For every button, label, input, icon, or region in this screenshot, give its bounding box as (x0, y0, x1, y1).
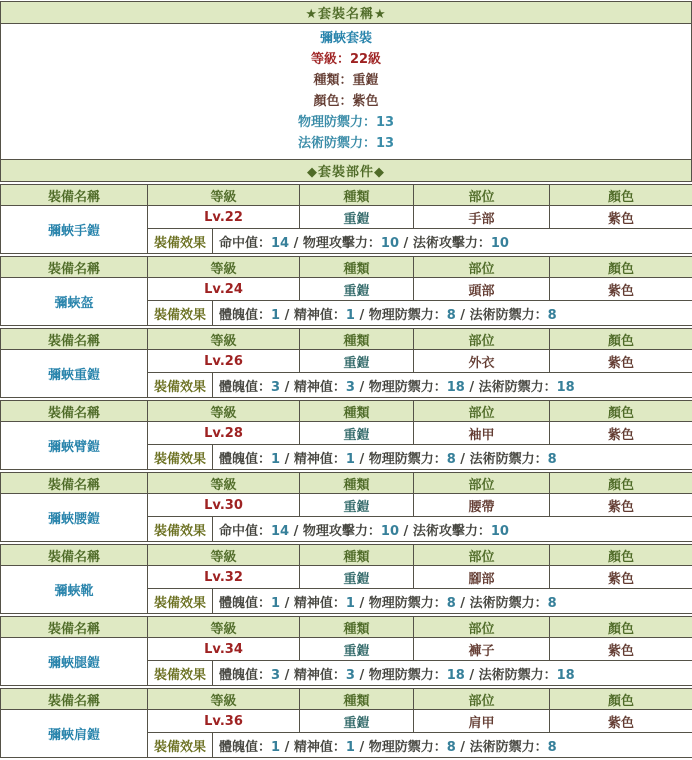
set-info-panel (1, 24, 692, 160)
equipment-color: 紫色 (550, 206, 692, 229)
set-parts-banner: ◆套裝部件◆ (1, 160, 692, 182)
col-header-slot: 部位 (414, 689, 550, 710)
equipment-type: 重鎧 (300, 566, 414, 589)
col-header-slot: 部位 (414, 257, 550, 278)
col-header-color: 顏色 (550, 257, 692, 278)
col-header-level: 等級 (148, 257, 300, 278)
col-header-level: 等級 (148, 185, 300, 206)
effect-label: 裝備效果 (148, 661, 213, 686)
effect-text: 命中值：14 / 物理攻擊力：10 / 法術攻擊力：10 (213, 229, 692, 254)
equipment-type: 重鎧 (300, 638, 414, 661)
effect-text: 體魄值：1 / 精神值：1 / 物理防禦力：8 / 法術防禦力：8 (213, 445, 692, 470)
equipment-level: Lv.28 (148, 422, 300, 445)
col-header-slot: 部位 (414, 185, 550, 206)
set-type: 種類：重鎧 (313, 73, 379, 88)
col-header-level: 等級 (148, 617, 300, 638)
equipment-name-link[interactable]: 彌蛺腰鎧 (1, 494, 148, 542)
equipment-type: 重鎧 (300, 422, 414, 445)
equipment-color: 紫色 (550, 638, 692, 661)
equipment-name-link[interactable]: 彌蛺重鎧 (1, 350, 148, 398)
equipment-slot: 腳部 (414, 566, 550, 589)
col-header-name: 裝備名稱 (1, 329, 148, 350)
equipment-name-link[interactable]: 彌蛺臂鎧 (1, 422, 148, 470)
equipment-color: 紫色 (550, 278, 692, 301)
equipment-block (0, 256, 692, 326)
equipment-color: 紫色 (550, 710, 692, 733)
equipment-list (0, 184, 692, 758)
set-phys-def: 物理防禦力：13 (297, 115, 395, 130)
col-header-type: 種類 (300, 257, 414, 278)
effect-text: 體魄值：3 / 精神值：3 / 物理防禦力：18 / 法術防禦力：18 (213, 661, 692, 686)
set-name-link[interactable]: 彌蛺套裝 (319, 31, 372, 46)
col-header-type: 種類 (300, 329, 414, 350)
equipment-block (0, 544, 692, 614)
col-header-color: 顏色 (550, 689, 692, 710)
col-header-level: 等級 (148, 473, 300, 494)
col-header-color: 顏色 (550, 401, 692, 422)
col-header-name: 裝備名稱 (1, 473, 148, 494)
col-header-type: 種類 (300, 617, 414, 638)
effect-label: 裝備效果 (148, 589, 213, 614)
equipment-block (0, 184, 692, 254)
equipment-name-link[interactable]: 彌蛺盔 (1, 278, 148, 326)
col-header-name: 裝備名稱 (1, 401, 148, 422)
col-header-name: 裝備名稱 (1, 689, 148, 710)
equipment-color: 紫色 (550, 422, 692, 445)
col-header-slot: 部位 (414, 329, 550, 350)
equipment-type: 重鎧 (300, 278, 414, 301)
col-header-level: 等級 (148, 689, 300, 710)
col-header-slot: 部位 (414, 617, 550, 638)
equipment-name-link[interactable]: 彌蛺腿鎧 (1, 638, 148, 686)
equipment-name-link[interactable]: 彌蛺肩鎧 (1, 710, 148, 758)
equipment-color: 紫色 (550, 566, 692, 589)
equipment-slot: 袖甲 (414, 422, 550, 445)
equipment-color: 紫色 (550, 350, 692, 373)
equipment-name-link[interactable]: 彌蛺靴 (1, 566, 148, 614)
equipment-type: 重鎧 (300, 710, 414, 733)
set-magic-def: 法術防禦力：13 (297, 136, 395, 151)
equipment-block (0, 328, 692, 398)
col-header-color: 顏色 (550, 545, 692, 566)
col-header-level: 等級 (148, 401, 300, 422)
equipment-name-link[interactable]: 彌蛺手鎧 (1, 206, 148, 254)
equipment-level: Lv.30 (148, 494, 300, 517)
equipment-type: 重鎧 (300, 206, 414, 229)
effect-label: 裝備效果 (148, 517, 213, 542)
effect-label: 裝備效果 (148, 445, 213, 470)
effect-text: 命中值：14 / 物理攻擊力：10 / 法術攻擊力：10 (213, 517, 692, 542)
set-summary-table (0, 1, 692, 182)
equipment-block (0, 688, 692, 758)
equipment-type: 重鎧 (300, 350, 414, 373)
col-header-color: 顏色 (550, 617, 692, 638)
equipment-level: Lv.22 (148, 206, 300, 229)
equipment-block (0, 616, 692, 686)
col-header-level: 等級 (148, 329, 300, 350)
col-header-color: 顏色 (550, 185, 692, 206)
equipment-block (0, 400, 692, 470)
equipment-slot: 褲子 (414, 638, 550, 661)
col-header-slot: 部位 (414, 473, 550, 494)
effect-label: 裝備效果 (148, 229, 213, 254)
effect-label: 裝備效果 (148, 373, 213, 398)
equipment-level: Lv.26 (148, 350, 300, 373)
col-header-color: 顏色 (550, 473, 692, 494)
col-header-type: 種類 (300, 473, 414, 494)
col-header-slot: 部位 (414, 401, 550, 422)
col-header-name: 裝備名稱 (1, 617, 148, 638)
equipment-color: 紫色 (550, 494, 692, 517)
col-header-name: 裝備名稱 (1, 545, 148, 566)
set-name-banner: ★套裝名稱★ (1, 2, 692, 24)
set-level: 等級：22級 (310, 52, 382, 67)
effect-label: 裝備效果 (148, 733, 213, 758)
equipment-slot: 頭部 (414, 278, 550, 301)
col-header-type: 種類 (300, 689, 414, 710)
equipment-type: 重鎧 (300, 494, 414, 517)
equipment-slot: 肩甲 (414, 710, 550, 733)
equipment-slot: 外衣 (414, 350, 550, 373)
col-header-color: 顏色 (550, 329, 692, 350)
effect-label: 裝備效果 (148, 301, 213, 326)
set-color: 顏色：紫色 (313, 94, 379, 109)
effect-text: 體魄值：1 / 精神值：1 / 物理防禦力：8 / 法術防禦力：8 (213, 733, 692, 758)
col-header-name: 裝備名稱 (1, 185, 148, 206)
equipment-level: Lv.34 (148, 638, 300, 661)
effect-text: 體魄值：3 / 精神值：3 / 物理防禦力：18 / 法術防禦力：18 (213, 373, 692, 398)
col-header-slot: 部位 (414, 545, 550, 566)
equipment-slot: 手部 (414, 206, 550, 229)
equipment-level: Lv.24 (148, 278, 300, 301)
equipment-block (0, 472, 692, 542)
equipment-level: Lv.36 (148, 710, 300, 733)
effect-text: 體魄值：1 / 精神值：1 / 物理防禦力：8 / 法術防禦力：8 (213, 589, 692, 614)
effect-text: 體魄值：1 / 精神值：1 / 物理防禦力：8 / 法術防禦力：8 (213, 301, 692, 326)
col-header-name: 裝備名稱 (1, 257, 148, 278)
equipment-slot: 腰帶 (414, 494, 550, 517)
col-header-type: 種類 (300, 401, 414, 422)
col-header-type: 種類 (300, 545, 414, 566)
equipment-level: Lv.32 (148, 566, 300, 589)
col-header-level: 等級 (148, 545, 300, 566)
col-header-type: 種類 (300, 185, 414, 206)
